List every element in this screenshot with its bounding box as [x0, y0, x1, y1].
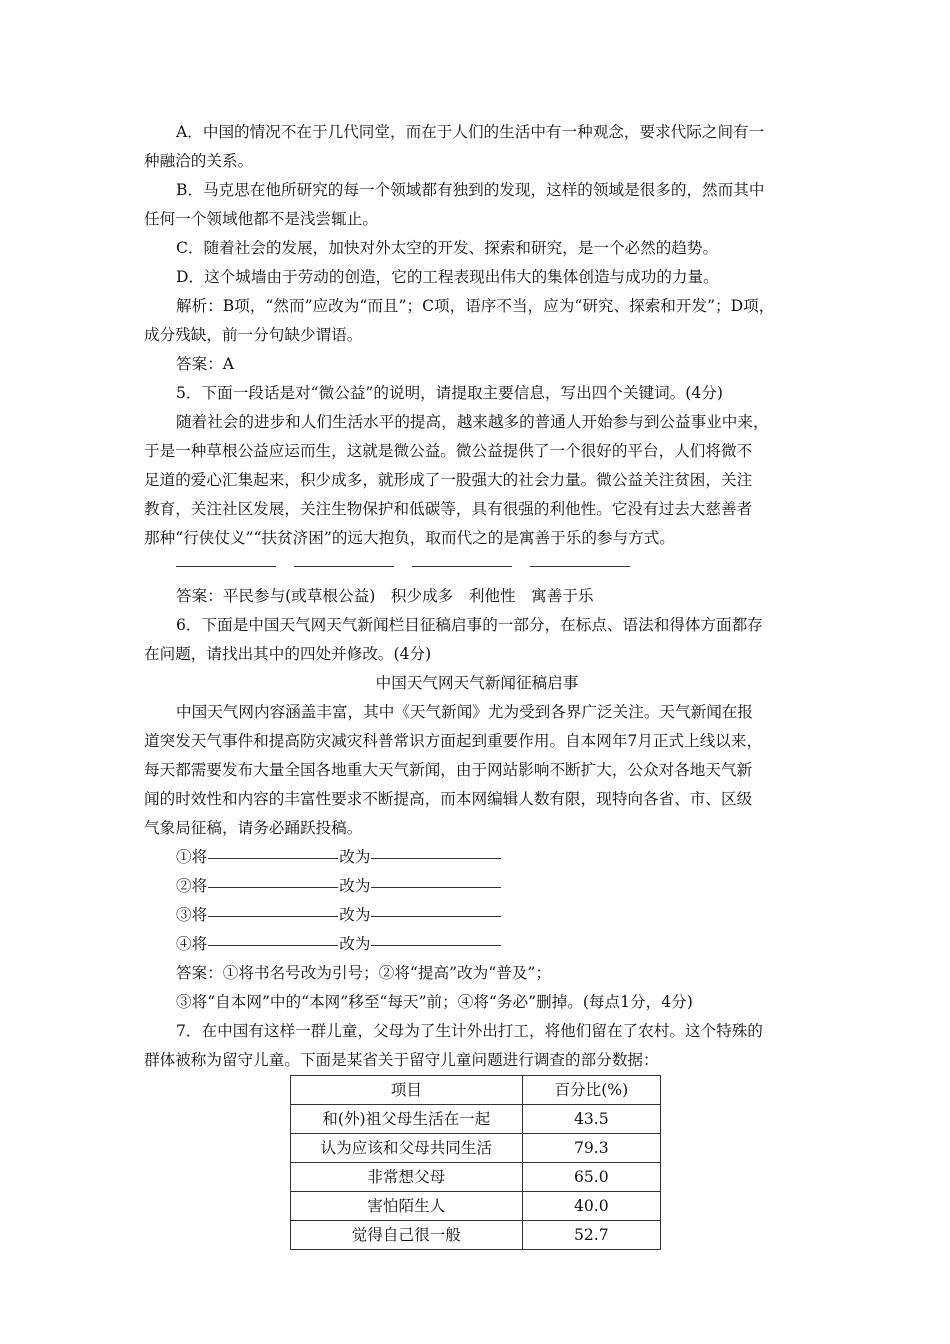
- q5-passage-line1: 随着社会的进步和人们生活水平的提高，越来越多的普通人开始参与到公益事业中来，: [176, 413, 769, 431]
- q6-item-4: [144, 930, 810, 959]
- q5-question: 5．下面一段话是对“微公益”的说明，请提取主要信息，写出四个关键词。(4分): [176, 384, 723, 402]
- keyword-blank-2[interactable]: [294, 566, 394, 567]
- q6-item-1: [144, 843, 810, 872]
- option-a-line1: A．中国的情况不在于几代同堂，而在于人们的生活中有一种观念，要求代际之间有一: [176, 123, 765, 141]
- q6-answer-line2: ③将“自本网”中的“本网”移至“每天”前；④将“务必”删掉。(每点1分，4分): [176, 993, 693, 1011]
- item-number: ①: [176, 848, 192, 866]
- q5-keyword-blanks: [144, 553, 810, 582]
- q6-answer-line1: 答案：①将书名号改为引号；②将“提高”改为“普及”；: [176, 964, 551, 982]
- q6-item-3: [144, 901, 810, 930]
- option-b-line2: 任何一个领域他都不是浅尝辄止。: [144, 210, 378, 228]
- option-c: C．随着社会的发展，加快对外太空的开发、探索和研究，是一个必然的趋势。: [176, 239, 719, 257]
- item-blank-original[interactable]: [208, 858, 338, 859]
- q6-passage-line3: 每天都需要发布大量全国各地重大天气新闻，由于网站影响不断扩大，公众对各地天气新: [144, 761, 753, 779]
- item-blank-original[interactable]: [208, 887, 338, 888]
- q6-passage-line1: 中国天气网内容涵盖丰富，其中《天气新闻》尤为受到各界广泛关注。天气新闻在报: [176, 703, 753, 721]
- q6-item-2: [144, 872, 810, 901]
- option-b-line1: B．马克思在他所研究的每一个领域都有独到的发现，这样的领域是很多的，然而其中: [176, 181, 765, 199]
- table-row: [291, 1192, 661, 1221]
- q7-question-line1: 7．在中国有这样一群儿童，父母为了生计外出打工，将他们留在了农村。这个特殊的: [176, 1022, 763, 1040]
- item-jiang: 将: [191, 935, 208, 953]
- keyword-blank-3[interactable]: [412, 566, 512, 567]
- q6-question-line1: 6．下面是中国天气网天气新闻栏目征稿启事的一部分，在标点、语法和得体方面都存: [176, 616, 763, 634]
- table-cell-percent: 79.3: [522, 1134, 660, 1163]
- table-cell-item: 觉得自己很一般: [291, 1221, 523, 1250]
- item-blank-original[interactable]: [208, 916, 338, 917]
- q4-answer: 答案：A: [176, 355, 235, 373]
- table-cell-percent: 52.7: [522, 1221, 660, 1250]
- table-cell-percent: 40.0: [522, 1192, 660, 1221]
- item-blank-revised[interactable]: [371, 916, 501, 917]
- item-gaiwei: 改为: [339, 906, 371, 924]
- item-number: ②: [176, 877, 192, 895]
- keyword-blank-1[interactable]: [176, 566, 276, 567]
- item-jiang: 将: [191, 877, 208, 895]
- q6-notice-title: 中国天气网天气新闻征稿启事: [375, 674, 579, 692]
- item-blank-original[interactable]: [208, 945, 338, 946]
- q6-question-line2: 在问题，请找出其中的四处并修改。(4分): [144, 645, 432, 663]
- analysis-line1: 解析：B项，“然而”应改为“而且”；C项，语序不当，应为“研究、探索和开发”；D项，: [176, 297, 775, 315]
- item-blank-revised[interactable]: [371, 945, 501, 946]
- item-jiang: 将: [191, 906, 208, 924]
- table-row: [291, 1163, 661, 1192]
- document-body: [144, 118, 810, 1244]
- table-row: [291, 1134, 661, 1163]
- option-d: D．这个城墙由于劳动的创造，它的工程表现出伟大的集体创造与成功的力量。: [176, 268, 719, 286]
- q5-answer: 答案：平民参与(或草根公益) 积少成多 利他性 寓善于乐: [176, 587, 594, 605]
- table-header-row: [291, 1076, 661, 1105]
- item-number: ④: [176, 935, 192, 953]
- q6-passage-line4: 闻的时效性和内容的丰富性要求不断提高，而本网编辑人数有限，现特向各省、市、区级: [144, 790, 753, 808]
- table-cell-item: 认为应该和父母共同生活: [291, 1134, 523, 1163]
- table-header-item: 项目: [291, 1076, 523, 1105]
- q7-question-line2: 群体被称为留守儿童。下面是某省关于留守儿童问题进行调查的部分数据：: [144, 1051, 659, 1069]
- item-number: ③: [176, 906, 192, 924]
- table-cell-item: 害怕陌生人: [291, 1192, 523, 1221]
- q5-passage-line5: 那种“行侠仗义”“扶贫济困”的远大抱负，取而代之的是寓善于乐的参与方式。: [144, 529, 675, 547]
- item-gaiwei: 改为: [339, 877, 371, 895]
- option-a-line2: 种融洽的关系。: [144, 152, 254, 170]
- item-blank-revised[interactable]: [371, 858, 501, 859]
- item-jiang: 将: [191, 848, 208, 866]
- table-cell-percent: 65.0: [522, 1163, 660, 1192]
- table-header-percent: 百分比(%): [522, 1076, 660, 1105]
- q5-passage-line3: 足道的爱心汇集起来，积少成多，就形成了一股强大的社会力量。微公益关注贫困，关注: [144, 471, 753, 489]
- q5-passage-line2: 于是一种草根公益应运而生，这就是微公益。微公益提供了一个很好的平台，人们将微不: [144, 442, 753, 460]
- item-gaiwei: 改为: [339, 848, 371, 866]
- table-cell-item: 和(外)祖父母生活在一起: [291, 1105, 523, 1134]
- item-blank-revised[interactable]: [371, 887, 501, 888]
- survey-table: [290, 1075, 661, 1250]
- table-cell-item: 非常想父母: [291, 1163, 523, 1192]
- item-gaiwei: 改为: [339, 935, 371, 953]
- q6-passage-line2: 道突发天气事件和提高防灾减灾科普常识方面起到重要作用。自本网年7月正式上线以来，: [144, 732, 763, 750]
- keyword-blank-4[interactable]: [530, 566, 630, 567]
- table-row: [291, 1105, 661, 1134]
- table-row: [291, 1221, 661, 1250]
- analysis-line2: 成分残缺，前一分句缺少谓语。: [144, 326, 363, 344]
- table-cell-percent: 43.5: [522, 1105, 660, 1134]
- q5-passage-line4: 教育，关注社区发展，关注生物保护和低碳等，具有很强的利他性。它没有过去大慈善者: [144, 500, 753, 518]
- q6-passage-line5: 气象局征稿，请务必踊跃投稿。: [144, 819, 363, 837]
